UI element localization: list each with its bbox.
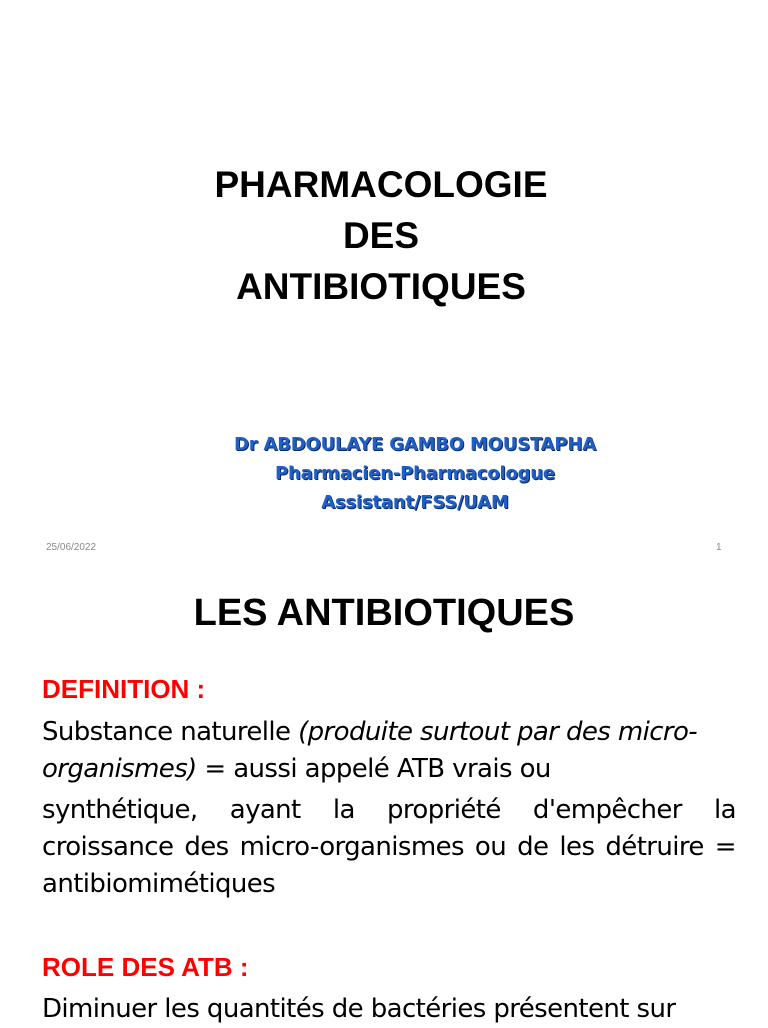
slide-page-number: 1 [716, 542, 722, 553]
title-line-1: PHARMACOLOGIE [214, 164, 548, 205]
definition-text [42, 714, 736, 788]
author-name: Dr ABDOULAYE GAMBO MOUSTAPHA [234, 434, 596, 455]
role-heading: ROLE DES ATB : [42, 952, 249, 982]
definition-text-part-2: aussi appelé ATB vrais ou [233, 754, 551, 784]
definition-text-italic: (produite surtout par des micro-organismes) = [42, 717, 698, 784]
definition-heading: DEFINITION : [42, 674, 206, 704]
author-info [0, 430, 768, 517]
author-role: Pharmacien-Pharmacologue [275, 463, 555, 484]
definition-text-part-1: Substance naturelle [42, 717, 299, 747]
definition-text-continued: synthétique, ayant la propriété d'empêcher la croissance des micro-organismes ou de les détruire = antibiomimétiques [42, 795, 736, 899]
slide-2 [0, 570, 768, 1024]
title-line-3: ANTIBIOTIQUES [236, 266, 526, 307]
title-line-2: DES [342, 215, 420, 256]
slide-date: 25/06/2022 [46, 542, 97, 553]
slide-title: LES ANTIBIOTIQUES [193, 592, 575, 634]
author-affiliation: Assistant/FSS/UAM [321, 492, 509, 513]
role-text: Diminuer les quantités de bactéries présentent sur [42, 994, 676, 1024]
presentation-title [0, 159, 762, 312]
